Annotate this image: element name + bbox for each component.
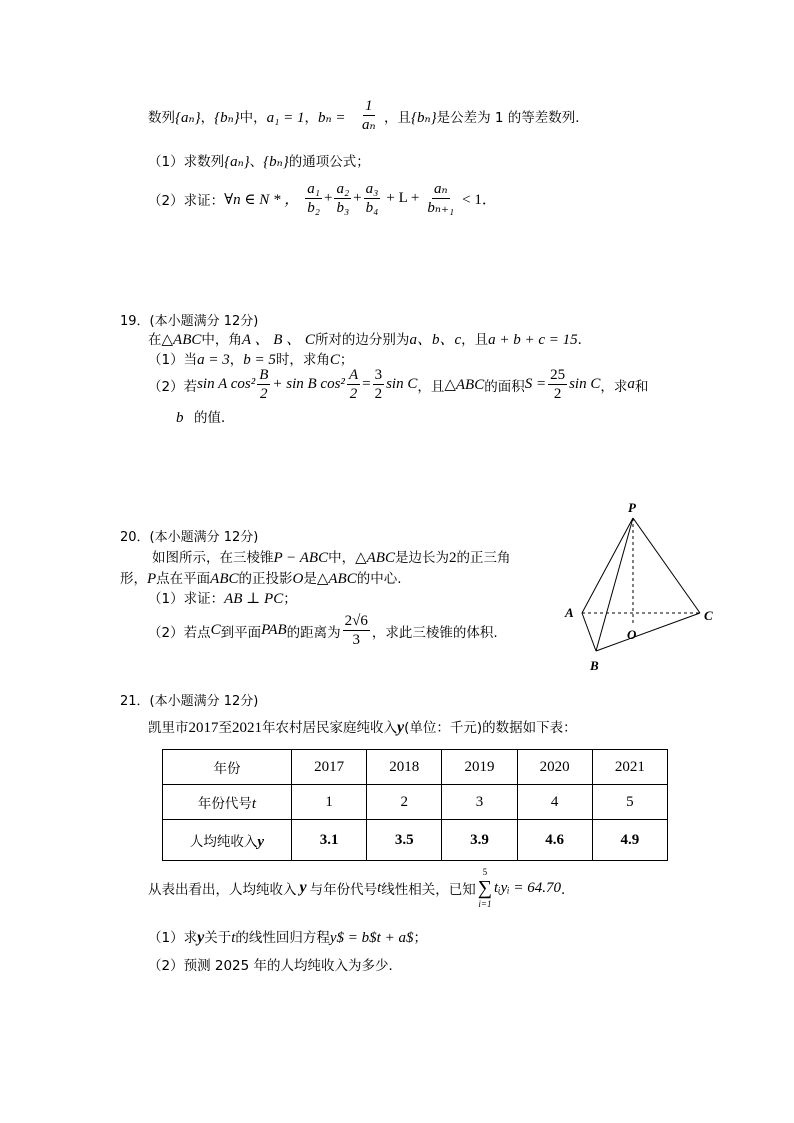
table-cell: 2017 xyxy=(292,750,367,785)
q21-part1: （1）求y关于t的线性回归方程y$ = b$t + a$； xyxy=(148,929,427,946)
q19-frac-32: $\frac{3}{2}$ xyxy=(374,367,383,402)
q21-after-table: 从表出看出，人均纯收入 y 与年份代号 t 线性相关，已知 5 ∑ i=1 tᵢyᵢ = 64.70 ． xyxy=(148,867,575,909)
q19-line3: b 的值． xyxy=(176,410,235,426)
q18-line1-tail: ，且{bₙ}是公差为 1 的等差数列． xyxy=(384,110,589,126)
table-cell: 3.1 xyxy=(292,820,367,861)
q18-bn-fraction: $\frac{1}{\text{aₙ}}$ xyxy=(362,98,376,133)
label-o: O xyxy=(627,627,637,642)
edge-ab xyxy=(582,613,596,651)
table-cell: 1 xyxy=(292,785,367,820)
q18-part1: （1）求数列{aₙ}、{bₙ}的通项公式； xyxy=(148,154,370,170)
q21-part2: （2）预测 2025 年的人均纯收入为多少． xyxy=(148,958,403,974)
q18-term1: $\frac{\text{a₁}}{\text{b₂}}$ xyxy=(307,181,320,216)
label-p: P xyxy=(628,500,636,515)
q20-part2: （2）若点 C 到平面 PAB 的距离为 $\frac{2√6}{3}$ ，求此三棱锥的体积. xyxy=(148,613,498,648)
table-cell: 人均纯收入y xyxy=(163,820,292,861)
q20-header: 20．(本小题满分 12分) xyxy=(120,530,259,545)
q19-frac-252: $\frac{25}{2}$ xyxy=(550,367,566,402)
table-cell: 2021 xyxy=(592,750,667,785)
edge-pc xyxy=(633,518,700,613)
table-cell: 年份 xyxy=(163,750,292,785)
q19-frac-a2: $\frac{A}{2}$ xyxy=(348,367,359,402)
table-cell: 2019 xyxy=(442,750,517,785)
table-row xyxy=(163,750,668,785)
q19-frac-b2: $\frac{B}{2}$ xyxy=(259,367,269,402)
income-table xyxy=(162,749,668,861)
table-cell: 年份代号t xyxy=(163,785,292,820)
q18-term3: $\frac{\text{a₃}}{\text{b₄}}$ xyxy=(365,181,379,216)
q19-line1: 在△ABC中，角A 、 B 、 C所对的边分别为a、b、c，且a + b + c = 15． xyxy=(148,332,592,348)
q21-intro: 凯里市2017至2021年农村居民家庭纯收入y(单位：千元)的数据如下表： xyxy=(148,719,577,736)
q20-distance-fraction: $\frac{2√6}{3}$ xyxy=(344,613,368,648)
summation: 5 ∑ i=1 xyxy=(477,867,493,909)
table-cell: 3.5 xyxy=(367,820,442,861)
q20-part1: （1）求证：AB ⊥ PC； xyxy=(148,591,297,607)
q20-line1: 如图所示，在三棱锥P − ABC中，△ABC是边长为2的正三角 xyxy=(152,550,511,566)
q21-header: 21．(本小题满分 12分) xyxy=(120,694,259,709)
q19-header: 19．(本小题满分 12分) xyxy=(120,314,259,329)
label-c: C xyxy=(704,608,713,623)
q20-line2: 形，P点在平面ABC的正投影O是△ABC的中心. xyxy=(120,571,402,587)
table-cell: 3 xyxy=(442,785,517,820)
label-b: B xyxy=(590,658,599,673)
q18-line1: 数列{aₙ}，{bₙ}中，a₁ = 1，bₙ = xyxy=(148,110,346,126)
q18-termn: $\frac{\text{aₙ}}{\text{bₙ₊₁}}$ xyxy=(427,181,455,216)
q19-part1: （1）当a = 3，b = 5时，求角C； xyxy=(148,352,354,368)
q19-part2: （2）若 sin A cos² $\frac{B}{2}$ + sin B cos² $\frac{A}{2}$ = $\frac{3}{2}$ sin C ，且 △ABC 的面积 S = $\frac{25}{2}$ sin C ，求 a 和 xyxy=(148,367,649,402)
table-row xyxy=(163,785,668,820)
table-cell: 2018 xyxy=(367,750,442,785)
table-cell: 2020 xyxy=(517,750,592,785)
table-cell: 4.6 xyxy=(517,820,592,861)
pyramid-figure xyxy=(560,498,720,678)
table-cell: 4.9 xyxy=(592,820,667,861)
table-cell: 3.9 xyxy=(442,820,517,861)
q18-part2: （2）求证： ∀n ∈ N * ， $\frac{\text{a₁}}{\text{b₂}}$ + $\frac{\text{a₂}}{\text{b₃}}$ + $\frac{\text{a₃}}{\text{b₄}}$ + L + $\frac{\text{aₙ}}{\text{bₙ₊₁}}$ < 1． xyxy=(148,181,497,216)
edge-bc xyxy=(596,613,700,651)
label-a: A xyxy=(565,605,574,620)
q18-term2: $\frac{\text{a₂}}{\text{b₃}}$ xyxy=(336,181,350,216)
table-cell: 5 xyxy=(592,785,667,820)
table-row xyxy=(163,820,668,861)
table-cell: 4 xyxy=(517,785,592,820)
edge-pa xyxy=(582,518,633,613)
table-cell: 2 xyxy=(367,785,442,820)
